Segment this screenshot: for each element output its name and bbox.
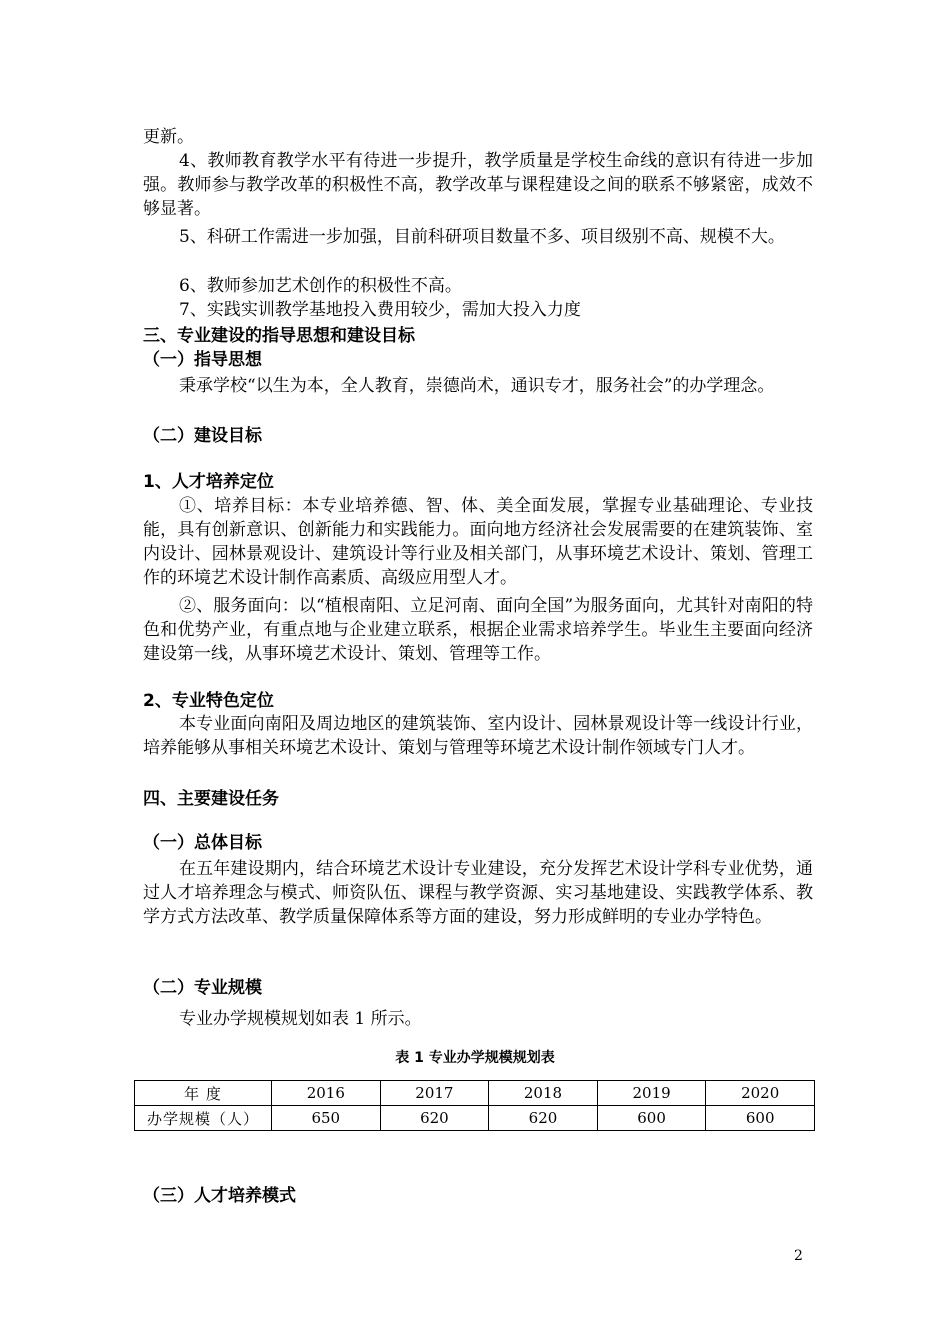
table-cell: 600: [597, 1106, 706, 1131]
paragraph: 秉承学校“以生为本，全人教育，崇德尚术，通识专才，服务社会”的办学理念。: [179, 376, 775, 396]
table-cell: 620: [380, 1106, 489, 1131]
section-heading: 三、专业建设的指导思想和建设目标: [143, 326, 415, 346]
subsection-heading: （一）总体目标: [143, 833, 262, 853]
table-cell: 2019: [597, 1081, 706, 1106]
subsection-heading: （二）专业规模: [143, 978, 262, 998]
paragraph: 在五年建设期内，结合环境艺术设计专业建设，充分发挥艺术设计学科专业优势，通过人才培养理念与模式、师资队伍、课程与教学资源、实习基地建设、实践教学体系、教学方式方法改革、教学质量保障体系等方面的建设，努力形成鲜明的专业办学特色。: [143, 859, 813, 927]
scale-plan-table: [134, 1080, 815, 1131]
subsection-heading: （三）人才培养模式: [143, 1186, 296, 1206]
paragraph: 5、科研工作需进一步加强，目前科研项目数量不多、项目级别不高、规模不大。: [179, 227, 785, 247]
paragraph: 更新。: [143, 127, 194, 147]
table-cell: 600: [706, 1106, 815, 1131]
paragraph: ②、服务面向：以“植根南阳、立足河南、面向全国”为服务面向，尤其针对南阳的特色和优势产业，有重点地与企业建立联系，根据企业需求培养学生。毕业生主要面向经济建设第一线，从事环境艺术设计、策划、管理等工作。: [143, 596, 813, 664]
table-cell: 2016: [272, 1081, 381, 1106]
page-number: 2: [794, 1248, 803, 1264]
paragraph: 6、教师参加艺术创作的积极性不高。: [179, 276, 462, 296]
table-header-cell: 年 度: [135, 1081, 272, 1106]
table-header-cell: 办学规模（人）: [135, 1106, 272, 1131]
table-row: [135, 1081, 815, 1106]
table-caption: 表 1 专业办学规模规划表: [395, 1050, 555, 1066]
section-heading: 四、主要建设任务: [143, 789, 279, 809]
paragraph: ①、培养目标：本专业培养德、智、体、美全面发展，掌握专业基础理论、专业技能，具有创新意识、创新能力和实践能力。面向地方经济社会发展需要的在建筑装饰、室内设计、园林景观设计、建筑设计等行业及相关部门，从事环境艺术设计、策划、管理工作的环境艺术设计制作高素质、高级应用型人才。: [143, 496, 813, 588]
item-heading: 1、人才培养定位: [143, 472, 274, 492]
table-row: [135, 1106, 815, 1131]
table-cell: 2020: [706, 1081, 815, 1106]
paragraph: 7、实践实训教学基地投入费用较少，需加大投入力度: [179, 300, 581, 320]
table-cell: 2017: [380, 1081, 489, 1106]
table-cell: 620: [489, 1106, 598, 1131]
paragraph: 4、教师教育教学水平有待进一步提升，教学质量是学校生命线的意识有待进一步加强。教师参与教学改革的积极性不高，教学改革与课程建设之间的联系不够紧密，成效不够显著。: [143, 151, 813, 219]
subsection-heading: （一）指导思想: [143, 350, 262, 370]
paragraph: 本专业面向南阳及周边地区的建筑装饰、室内设计、园林景观设计等一线设计行业，培养能够从事相关环境艺术设计、策划与管理等环境艺术设计制作领域专门人才。: [143, 714, 813, 758]
item-heading: 2、专业特色定位: [143, 691, 274, 711]
table-cell: 650: [272, 1106, 381, 1131]
table-cell: 2018: [489, 1081, 598, 1106]
paragraph: 专业办学规模规划如表 1 所示。: [179, 1009, 422, 1029]
subsection-heading: （二）建设目标: [143, 426, 262, 446]
